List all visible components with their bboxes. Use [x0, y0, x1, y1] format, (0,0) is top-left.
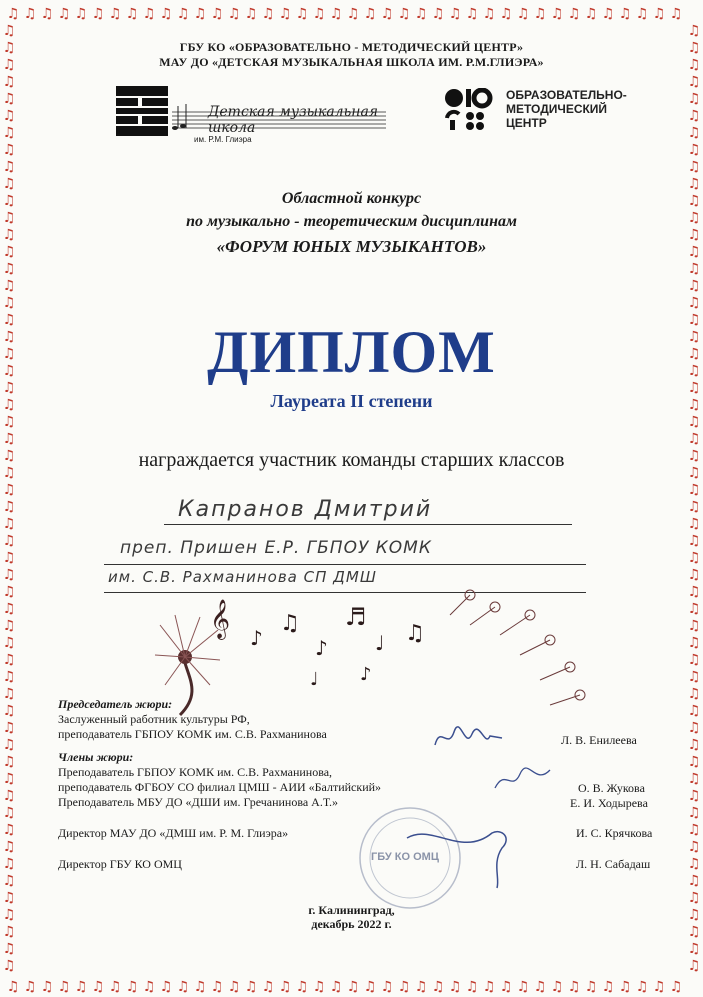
border-note-icon: ♫ [74, 979, 88, 995]
border-note-icon: ♫ [482, 6, 496, 22]
border-note-icon: ♫ [261, 979, 275, 995]
border-note-icon: ♫ [380, 979, 394, 995]
director-2-role: Директор ГБУ КО ОМЦ [58, 857, 182, 871]
border-note-icon: ♫ [2, 618, 16, 634]
border-note-icon: ♫ [2, 414, 16, 430]
border-note-icon: ♫ [2, 499, 16, 515]
border-note-icon: ♫ [601, 6, 615, 22]
svg-text:♫: ♫ [280, 611, 300, 636]
border-note-icon: ♫ [2, 788, 16, 804]
border-note-icon: ♫ [2, 159, 16, 175]
border-note-icon: ♫ [652, 6, 666, 22]
border-note-icon: ♫ [210, 6, 224, 22]
border-note-icon: ♫ [125, 6, 139, 22]
border-note-icon: ♫ [159, 6, 173, 22]
border-note-icon: ♫ [193, 979, 207, 995]
border-note-icon: ♫ [448, 6, 462, 22]
border-note-icon: ♫ [2, 244, 16, 260]
border-note-icon: ♫ [2, 703, 16, 719]
diploma-subtitle: Лауреата II степени [270, 391, 433, 411]
border-note-icon: ♫ [414, 6, 428, 22]
recipient-name: Капранов Дмитрий [178, 497, 433, 522]
border-note-icon: ♫ [687, 159, 701, 175]
border-note-icon: ♫ [2, 839, 16, 855]
border-note-icon: ♫ [687, 363, 701, 379]
omc-logo-text-line-3: ЦЕНТР [506, 116, 547, 130]
border-note-icon: ♫ [687, 482, 701, 498]
border-note-icon: ♫ [2, 822, 16, 838]
border-note-icon: ♫ [687, 74, 701, 90]
border-note-icon: ♫ [278, 6, 292, 22]
border-note-icon: ♫ [6, 979, 20, 995]
border-note-icon: ♫ [108, 979, 122, 995]
border-note-icon: ♫ [687, 142, 701, 158]
border-note-icon: ♫ [550, 6, 564, 22]
border-note-icon: ♫ [278, 979, 292, 995]
border-note-icon: ♫ [550, 979, 564, 995]
border-note-icon: ♫ [2, 907, 16, 923]
border-note-icon: ♫ [618, 979, 632, 995]
organizer-line-2: МАУ ДО «ДЕТСКАЯ МУЗЫКАЛЬНАЯ ШКОЛА ИМ. Р.М.ГЛИЭРА» [159, 55, 544, 69]
border-note-icon: ♫ [142, 6, 156, 22]
svg-text:♩: ♩ [310, 669, 319, 690]
border-note-icon: ♫ [23, 6, 37, 22]
border-note-icon: ♫ [176, 979, 190, 995]
jury-member-role-3: Преподаватель МБУ ДО «ДШИ им. Гречанинова А.Т.» [58, 795, 338, 809]
border-note-icon: ♫ [516, 979, 530, 995]
border-note-icon: ♫ [618, 6, 632, 22]
border-note-icon: ♫ [2, 652, 16, 668]
border-note-icon: ♫ [687, 244, 701, 260]
border-note-icon: ♫ [2, 669, 16, 685]
border-note-icon: ♫ [687, 380, 701, 396]
border-note-icon: ♫ [687, 431, 701, 447]
border-note-icon: ♫ [687, 516, 701, 532]
omc-logo-text [506, 88, 627, 130]
jury-member-role-2: преподаватель ФГБОУ СО филиал ЦМШ - АИИ «Балтийский» [58, 780, 382, 794]
border-note-icon: ♫ [2, 23, 16, 39]
border-note-icon: ♫ [687, 924, 701, 940]
border-note-icon: ♫ [2, 567, 16, 583]
border-note-icon: ♫ [533, 6, 547, 22]
border-note-icon: ♫ [465, 979, 479, 995]
border-note-icon: ♫ [2, 686, 16, 702]
border-note-icon: ♫ [687, 108, 701, 124]
border-note-icon: ♫ [669, 6, 683, 22]
teacher-line: преп. Пришен Е.Р. ГБПОУ КОМК [120, 538, 432, 558]
border-note-icon: ♫ [2, 227, 16, 243]
border-note-icon: ♫ [2, 40, 16, 56]
border-note-icon: ♫ [687, 227, 701, 243]
border-note-icon: ♫ [227, 979, 241, 995]
border-note-icon: ♫ [584, 6, 598, 22]
border-note-icon: ♫ [669, 979, 683, 995]
border-note-icon: ♫ [687, 669, 701, 685]
border-note-icon: ♫ [363, 979, 377, 995]
border-note-icon: ♫ [414, 979, 428, 995]
omc-logo-text-line-2: МЕТОДИЧЕСКИЙ [506, 102, 608, 116]
omc-logo-text-line-1: ОБРАЗОВАТЕЛЬНО- [506, 88, 627, 102]
border-note-icon: ♫ [2, 295, 16, 311]
border-note-icon: ♫ [2, 142, 16, 158]
border-note-icon: ♫ [2, 108, 16, 124]
border-note-icon: ♫ [567, 6, 581, 22]
border-note-icon: ♫ [687, 210, 701, 226]
jury-chair-name: Л. В. Енилеева [561, 733, 637, 747]
director-2-name: Л. Н. Сабадаш [576, 857, 651, 871]
border-note-icon: ♫ [687, 805, 701, 821]
border-note-icon: ♫ [244, 979, 258, 995]
border-note-icon: ♫ [2, 771, 16, 787]
border-note-icon: ♫ [687, 57, 701, 73]
border-note-icon: ♫ [346, 6, 360, 22]
border-note-icon: ♫ [687, 754, 701, 770]
border-note-icon: ♫ [687, 278, 701, 294]
border-note-icon: ♫ [2, 210, 16, 226]
border-note-icon: ♫ [312, 979, 326, 995]
border-note-icon: ♫ [687, 397, 701, 413]
signature-director [402, 818, 522, 898]
border-note-icon: ♫ [2, 397, 16, 413]
border-note-icon: ♫ [2, 958, 16, 974]
jury-members-heading: Члены жюри: [58, 750, 134, 764]
border-note-icon: ♫ [193, 6, 207, 22]
border-note-icon: ♫ [499, 6, 513, 22]
jury-member-role-1: Преподаватель ГБПОУ КОМК им. С.В. Рахманинова, [58, 765, 333, 779]
svg-text:𝄞: 𝄞 [210, 599, 231, 639]
border-note-icon: ♫ [687, 771, 701, 787]
border-note-icon: ♫ [687, 873, 701, 889]
border-note-icon: ♫ [125, 979, 139, 995]
border-note-icon: ♫ [159, 979, 173, 995]
border-note-icon: ♫ [687, 261, 701, 277]
school-logo [116, 84, 396, 154]
border-note-icon: ♫ [687, 465, 701, 481]
signature-chair [430, 720, 510, 760]
contest-line-3: «ФОРУМ ЮНЫХ МУЗЫКАНТОВ» [216, 237, 487, 256]
border-note-icon: ♫ [6, 6, 20, 22]
border-note-icon: ♫ [687, 193, 701, 209]
border-note-icon: ♫ [2, 57, 16, 73]
svg-text:♪: ♪ [360, 664, 372, 685]
border-note-icon: ♫ [431, 979, 445, 995]
border-note-icon: ♫ [2, 737, 16, 753]
border-note-icon: ♫ [687, 652, 701, 668]
border-note-icon: ♫ [2, 873, 16, 889]
border-note-icon: ♫ [2, 720, 16, 736]
border-note-icon: ♫ [2, 941, 16, 957]
svg-text:♫: ♫ [405, 621, 425, 646]
border-note-icon: ♫ [687, 499, 701, 515]
footer-city: г. Калининград, [308, 903, 395, 917]
border-note-icon: ♫ [687, 584, 701, 600]
border-note-icon: ♫ [2, 125, 16, 141]
border-note-icon: ♫ [2, 890, 16, 906]
border-note-icon: ♫ [346, 979, 360, 995]
border-note-icon: ♫ [2, 533, 16, 549]
border-note-icon: ♫ [2, 91, 16, 107]
omc-logo-icon [444, 88, 504, 132]
border-note-icon: ♫ [687, 856, 701, 872]
border-note-icon: ♫ [91, 979, 105, 995]
border-note-icon: ♫ [448, 979, 462, 995]
border-note-icon: ♫ [516, 6, 530, 22]
jury-member-name-3: Е. И. Ходырева [570, 796, 648, 810]
director-1-name: И. С. Крячкова [576, 826, 653, 840]
border-note-icon: ♫ [2, 74, 16, 90]
teacher-underline [104, 564, 586, 565]
border-note-icon: ♫ [210, 979, 224, 995]
border-note-icon: ♫ [687, 346, 701, 362]
border-note-icon: ♫ [2, 465, 16, 481]
border-note-icon: ♫ [91, 6, 105, 22]
border-note-icon: ♫ [2, 516, 16, 532]
border-note-icon: ♫ [2, 635, 16, 651]
border-note-icon: ♫ [397, 979, 411, 995]
border-note-icon: ♫ [687, 737, 701, 753]
border-note-icon: ♫ [635, 6, 649, 22]
border-note-icon: ♫ [533, 979, 547, 995]
border-note-icon: ♫ [2, 924, 16, 940]
border-note-icon: ♫ [2, 805, 16, 821]
border-note-icon: ♫ [687, 958, 701, 974]
border-note-icon: ♫ [23, 979, 37, 995]
border-note-icon: ♫ [40, 6, 54, 22]
border-note-icon: ♫ [329, 979, 343, 995]
border-note-icon: ♫ [2, 193, 16, 209]
border-note-icon: ♫ [2, 550, 16, 566]
border-note-icon: ♫ [687, 312, 701, 328]
border-note-icon: ♫ [227, 6, 241, 22]
border-note-icon: ♫ [687, 720, 701, 736]
awarded-text: награждается участник команды старших классов [138, 449, 565, 471]
border-note-icon: ♫ [40, 979, 54, 995]
border-note-icon: ♫ [687, 822, 701, 838]
school-logo-subtext: им. Р.М. Глиэра [194, 135, 252, 144]
border-note-icon: ♫ [261, 6, 275, 22]
director-1-role: Директор МАУ ДО «ДМШ им. Р. М. Глиэра» [58, 826, 289, 840]
border-note-icon: ♫ [2, 176, 16, 192]
music-dandelion-illustration [150, 585, 590, 725]
border-note-icon: ♫ [2, 380, 16, 396]
border-note-icon: ♫ [2, 754, 16, 770]
border-note-icon: ♫ [687, 329, 701, 345]
border-note-icon: ♫ [380, 6, 394, 22]
border-note-icon: ♫ [687, 703, 701, 719]
school-logo-script: Детская музыкальная школа [208, 104, 379, 136]
organizer-line-1: ГБУ КО «ОБРАЗОВАТЕЛЬНО - МЕТОДИЧЕСКИЙ ЦЕНТР» [179, 40, 524, 54]
border-note-icon: ♫ [687, 567, 701, 583]
border-note-icon: ♫ [567, 979, 581, 995]
border-note-icon: ♫ [687, 295, 701, 311]
border-note-icon: ♫ [2, 584, 16, 600]
border-note-icon: ♫ [635, 979, 649, 995]
border-note-icon: ♫ [482, 979, 496, 995]
border-note-icon: ♫ [687, 601, 701, 617]
jury-chair-line-1: Заслуженный работник культуры РФ, [58, 712, 250, 726]
border-note-icon: ♫ [2, 346, 16, 362]
stamp-text: ГБУ КО ОМЦ [371, 851, 439, 863]
border-note-icon: ♫ [2, 363, 16, 379]
border-note-icon: ♫ [57, 979, 71, 995]
border-note-icon: ♫ [2, 261, 16, 277]
border-note-icon: ♫ [2, 482, 16, 498]
svg-text:♪: ♪ [250, 626, 263, 650]
name-underline [164, 524, 572, 525]
border-note-icon: ♫ [2, 856, 16, 872]
border-note-icon: ♫ [584, 979, 598, 995]
border-note-icon: ♫ [2, 448, 16, 464]
border-note-icon: ♫ [329, 6, 343, 22]
border-note-icon: ♫ [687, 686, 701, 702]
footer-date: декабрь 2022 г. [311, 917, 392, 931]
border-note-icon: ♫ [687, 91, 701, 107]
border-note-icon: ♫ [687, 635, 701, 651]
border-note-icon: ♫ [687, 618, 701, 634]
svg-text:♪: ♪ [315, 636, 328, 660]
border-note-icon: ♫ [687, 941, 701, 957]
border-note-icon: ♫ [601, 979, 615, 995]
border-note-icon: ♫ [363, 6, 377, 22]
border-note-icon: ♫ [687, 176, 701, 192]
border-note-icon: ♫ [687, 448, 701, 464]
border-note-icon: ♫ [2, 601, 16, 617]
border-note-icon: ♫ [687, 890, 701, 906]
school-line: им. С.В. Рахманинова СП ДМШ [108, 568, 377, 586]
border-note-icon: ♫ [2, 329, 16, 345]
border-note-icon: ♫ [431, 6, 445, 22]
border-note-icon: ♫ [244, 6, 258, 22]
border-note-icon: ♫ [108, 6, 122, 22]
jury-member-name-2: О. В. Жукова [578, 781, 645, 795]
border-note-icon: ♫ [465, 6, 479, 22]
signature-member [490, 760, 560, 800]
border-note-icon: ♫ [687, 550, 701, 566]
border-note-icon: ♫ [687, 23, 701, 39]
border-note-icon: ♫ [687, 533, 701, 549]
contest-line-1: Областной конкурс [281, 190, 422, 207]
border-note-icon: ♫ [2, 431, 16, 447]
diploma-title: ДИПЛОМ [207, 319, 496, 385]
border-note-icon: ♫ [2, 312, 16, 328]
border-note-icon: ♫ [176, 6, 190, 22]
border-note-icon: ♫ [74, 6, 88, 22]
border-note-icon: ♫ [687, 125, 701, 141]
border-note-icon: ♫ [687, 788, 701, 804]
border-note-icon: ♫ [397, 6, 411, 22]
svg-text:♩: ♩ [375, 631, 385, 655]
border-note-icon: ♫ [687, 907, 701, 923]
border-note-icon: ♫ [142, 979, 156, 995]
border-note-icon: ♫ [652, 979, 666, 995]
border-note-icon: ♫ [295, 979, 309, 995]
svg-text:♬: ♬ [345, 603, 367, 631]
border-note-icon: ♫ [295, 6, 309, 22]
border-note-icon: ♫ [57, 6, 71, 22]
border-note-icon: ♫ [2, 278, 16, 294]
border-note-icon: ♫ [687, 414, 701, 430]
border-note-icon: ♫ [687, 40, 701, 56]
border-note-icon: ♫ [499, 979, 513, 995]
border-note-icon: ♫ [687, 839, 701, 855]
border-note-icon: ♫ [312, 6, 326, 22]
jury-chair-heading: Председатель жюри: [58, 697, 173, 711]
jury-chair-line-2: преподаватель ГБПОУ КОМК им. С.В. Рахманинова [58, 727, 327, 741]
contest-line-2: по музыкально - теоретическим дисциплинам [186, 213, 517, 230]
